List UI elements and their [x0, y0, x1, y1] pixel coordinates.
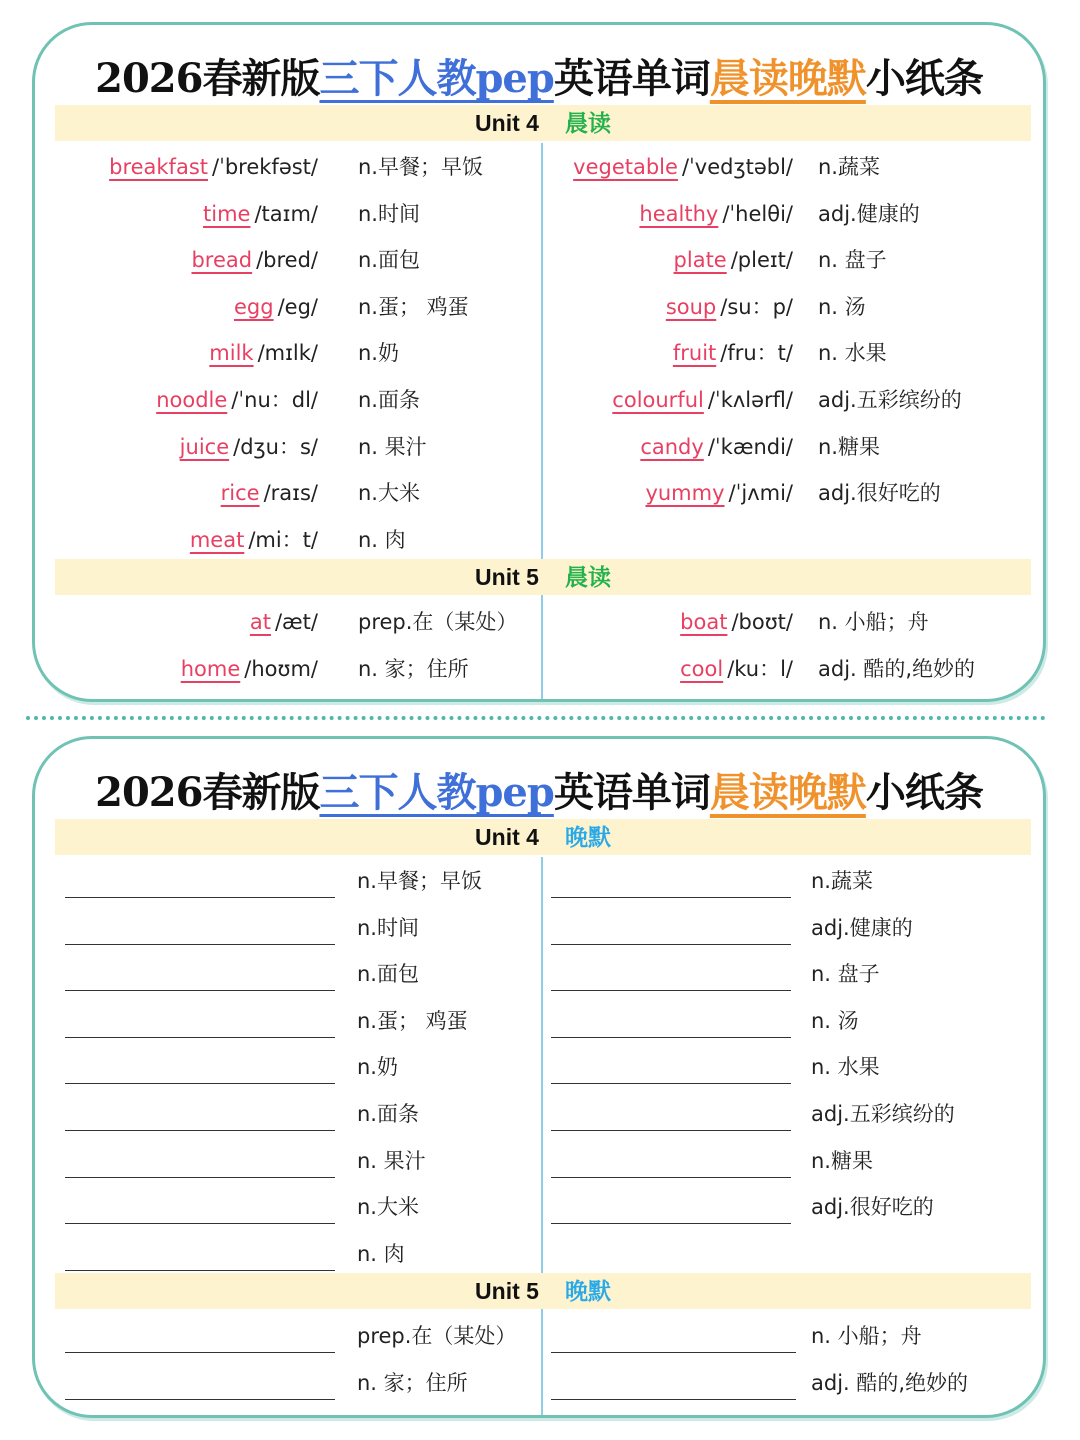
vocab-phonetic: /boʊt/: [731, 610, 793, 634]
vocab-phonetic: /æt/: [274, 610, 318, 634]
vocab-meaning: n.蛋； 鸡蛋: [357, 1008, 468, 1033]
vocab-word: boat: [680, 610, 728, 634]
vocab-phonetic: /mɪlk/: [257, 341, 318, 366]
vocab-word: egg: [234, 294, 274, 319]
vocab-meaning: n. 汤: [818, 294, 866, 319]
answer-blank[interactable]: [65, 1223, 335, 1224]
vocab-meaning: n. 果汁: [358, 434, 427, 459]
vocab-word: colourful: [612, 388, 704, 412]
vocab-meaning: n. 水果: [811, 1055, 880, 1080]
answer-blank[interactable]: [65, 1177, 335, 1178]
vocab-meaning: n.大米: [358, 481, 420, 506]
morning-card: [32, 22, 1046, 702]
vocab-meaning: adj.很好吃的: [818, 481, 941, 506]
vocab-word: cool: [680, 656, 724, 681]
vocab-entry: [109, 147, 318, 187]
vocab-meaning: n.蔬菜: [811, 869, 873, 893]
vocab-entry: [180, 427, 318, 467]
vocab-word: milk: [209, 341, 254, 366]
vocab-meaning: adj.很好吃的: [811, 1195, 934, 1220]
vocab-entry: [209, 333, 318, 373]
unit5-header: [55, 559, 1031, 595]
vocab-meaning: prep.在（某处）: [357, 1324, 517, 1348]
unit-tag: 晚默: [564, 1279, 611, 1305]
vocab-meaning: n. 盘子: [818, 248, 887, 273]
title-mode: 晨读晚默: [709, 769, 866, 816]
vocab-meaning: n.蔬菜: [818, 155, 880, 179]
vocab-meaning: n.早餐；早饭: [358, 155, 483, 179]
vocab-meaning: n. 家；住所: [358, 656, 469, 681]
vocab-entry: [573, 147, 793, 187]
vocab-meaning: adj.健康的: [818, 201, 920, 226]
vocab-entry: [640, 427, 793, 467]
answer-blank[interactable]: [65, 897, 335, 898]
vocab-phonetic: /su：p/: [720, 294, 793, 319]
unit-tag: 晚默: [564, 825, 611, 851]
vocab-meaning: n.时间: [357, 915, 419, 940]
vocab-meaning: n. 盘子: [811, 962, 880, 987]
vocab-meaning: n.奶: [358, 341, 399, 366]
vocab-entry: [191, 240, 318, 280]
vocab-word: bread: [191, 248, 253, 273]
vocab-meaning: n. 小船；舟: [818, 610, 929, 634]
answer-blank[interactable]: [65, 1130, 335, 1131]
answer-blank[interactable]: [551, 944, 791, 945]
vocab-meaning: n.面条: [358, 388, 420, 412]
unit-tag: 晨读: [564, 111, 611, 137]
title-suffix: 小纸条: [865, 769, 983, 816]
vocab-phonetic: /ˈhelθi/: [722, 201, 793, 226]
vocab-word: breakfast: [109, 155, 208, 179]
vocab-word: noodle: [156, 388, 228, 412]
answer-blank[interactable]: [551, 1177, 791, 1178]
vocab-word: candy: [640, 434, 704, 459]
vocab-word: juice: [179, 434, 230, 459]
vocab-meaning: n.大米: [357, 1195, 419, 1220]
answer-blank[interactable]: [551, 1037, 791, 1038]
vocab-phonetic: /ˈvedʒtəbl/: [681, 155, 793, 179]
vocab-word: time: [203, 201, 251, 226]
answer-blank[interactable]: [551, 1399, 796, 1400]
title-suffix: 小纸条: [865, 55, 983, 102]
vocab-phonetic: /taɪm/: [254, 201, 318, 226]
vocab-word: healthy: [639, 201, 719, 226]
answer-blank[interactable]: [551, 1083, 791, 1084]
vocab-word: yummy: [645, 481, 725, 506]
vocab-meaning: n. 小船；舟: [811, 1324, 922, 1348]
vocab-phonetic: /raɪs/: [263, 481, 318, 506]
vocab-word: meat: [189, 527, 245, 552]
unit-name: Unit 5: [475, 564, 539, 590]
vocab-phonetic: /bred/: [256, 248, 318, 273]
vocab-phonetic: /ku：l/: [727, 656, 793, 681]
vocab-meaning: adj.五彩缤纷的: [818, 388, 962, 412]
vocab-phonetic: /ˈkʌlərfl/: [707, 388, 793, 412]
column-divider: [541, 143, 543, 699]
vocab-phonetic: /eg/: [277, 294, 318, 319]
vocab-entry: [666, 287, 793, 327]
vocab-meaning: n. 肉: [357, 1241, 405, 1266]
vocab-meaning: n.面条: [357, 1102, 419, 1126]
vocab-entry: [181, 649, 318, 689]
vocab-entry: [673, 333, 793, 373]
title-mode: 晨读晚默: [709, 55, 866, 102]
vocab-meaning: n.蛋； 鸡蛋: [358, 294, 469, 319]
vocab-meaning: n.面包: [358, 248, 420, 273]
vocab-word: plate: [673, 248, 727, 273]
vocab-meaning: n.奶: [357, 1055, 398, 1080]
vocab-phonetic: /fru：t/: [720, 341, 793, 366]
vocab-word: rice: [220, 481, 260, 506]
vocab-entry: [645, 473, 793, 513]
vocab-meaning: n. 果汁: [357, 1148, 426, 1173]
vocab-entry: [203, 194, 318, 234]
vocab-phonetic: /hoʊm/: [244, 656, 318, 681]
vocab-meaning: n. 汤: [811, 1008, 859, 1033]
vocab-phonetic: /ˈbrekfəst/: [212, 155, 318, 179]
vocab-entry: [639, 194, 793, 234]
vocab-entry: [674, 240, 793, 280]
title-grade: 三下人教pep: [319, 769, 554, 816]
answer-blank[interactable]: [65, 1037, 335, 1038]
vocab-meaning: n.面包: [357, 962, 419, 987]
vocab-entry: [612, 380, 793, 420]
answer-blank[interactable]: [65, 1399, 335, 1400]
answer-blank[interactable]: [551, 1352, 796, 1353]
vocab-meaning: n. 肉: [358, 527, 406, 552]
vocab-meaning: n. 家；住所: [357, 1370, 468, 1395]
answer-blank[interactable]: [65, 1083, 335, 1084]
vocab-meaning: n.糖果: [818, 434, 880, 459]
vocab-phonetic: /pleɪt/: [730, 248, 793, 273]
vocab-word: at: [249, 610, 271, 634]
answer-blank[interactable]: [65, 944, 335, 945]
vocab-word: vegetable: [573, 155, 678, 179]
cut-line: [26, 716, 1046, 720]
vocab-entry: [680, 649, 793, 689]
unit4-header: [55, 105, 1031, 141]
vocab-entry: [190, 520, 318, 560]
unit-tag: 晨读: [564, 565, 611, 591]
vocab-word: soup: [665, 294, 717, 319]
answer-blank[interactable]: [551, 990, 791, 991]
vocab-meaning: adj.五彩缤纷的: [811, 1102, 955, 1126]
title-subject: 英语单词: [553, 55, 710, 102]
unit4-header: [55, 819, 1031, 855]
vocab-entry: [221, 473, 318, 513]
vocab-meaning: n.时间: [358, 201, 420, 226]
vocab-phonetic: /mi：t/: [248, 527, 318, 552]
card-title: [35, 761, 1043, 818]
vocab-meaning: n.早餐；早饭: [357, 869, 482, 893]
unit-name: Unit 4: [475, 110, 539, 136]
title-year: 2026春新版: [95, 769, 320, 816]
vocab-phonetic: /ˈkændi/: [707, 434, 793, 459]
vocab-meaning: adj. 酷的,绝妙的: [811, 1370, 969, 1395]
evening-card: [32, 736, 1046, 1418]
answer-blank[interactable]: [65, 1352, 335, 1353]
vocab-meaning: adj.健康的: [811, 915, 913, 940]
unit-name: Unit 4: [475, 824, 539, 850]
vocab-phonetic: /ˈjʌmi/: [728, 481, 793, 506]
unit5-header: [55, 1273, 1031, 1309]
vocab-word: fruit: [672, 341, 717, 366]
vocab-meaning: prep.在（某处）: [358, 610, 518, 634]
answer-blank[interactable]: [551, 1223, 791, 1224]
unit-name: Unit 5: [475, 1278, 539, 1304]
title-year: 2026春新版: [95, 55, 320, 102]
answer-blank[interactable]: [65, 990, 335, 991]
vocab-entry: [680, 602, 793, 642]
vocab-phonetic: /ˈnu：dl/: [231, 388, 318, 412]
vocab-meaning: adj. 酷的,绝妙的: [818, 656, 976, 681]
answer-blank[interactable]: [551, 1130, 791, 1131]
title-subject: 英语单词: [553, 769, 710, 816]
vocab-entry: [250, 602, 318, 642]
card-title: [35, 47, 1043, 104]
column-divider: [541, 857, 543, 1415]
vocab-entry: [234, 287, 318, 327]
vocab-word: home: [180, 656, 241, 681]
answer-blank[interactable]: [551, 897, 791, 898]
answer-blank[interactable]: [65, 1270, 335, 1271]
vocab-entry: [156, 380, 318, 420]
vocab-meaning: n. 水果: [818, 341, 887, 366]
vocab-phonetic: /dʒu：s/: [233, 434, 318, 459]
vocab-meaning: n.糖果: [811, 1148, 873, 1173]
title-grade: 三下人教pep: [319, 55, 554, 102]
